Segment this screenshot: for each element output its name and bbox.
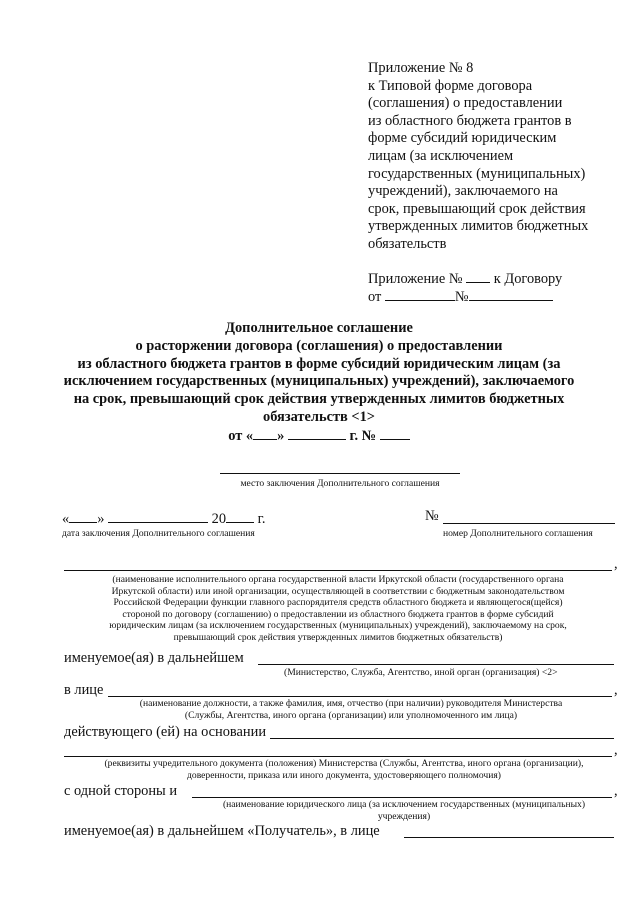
party2-name-line[interactable] <box>192 797 612 798</box>
party2-comma: , <box>614 783 618 799</box>
agreement-date: « » 20 г. <box>62 511 266 527</box>
appendix-header <box>368 60 588 254</box>
title-date-line: от « » г. № <box>0 427 638 446</box>
party1-caption: (наименование исполнительного органа государственной власти Иркутской области (государственного органа Иркутской области) или иной организации, осуществляющей в соответствии с бюджетным законодательством Российской Федерации функции главного распорядителя средств областного бюджета и являющегося(щейся) стороной по договору (соглашению) о предоставлении из областного бюджета грантов в форме субсидий юридическим лицам (за исключением государственных (муниципальных) учреждений), заключаемому на срок, превышающий срок действия утвержденных лимитов бюджетных обязательств) <box>109 574 567 643</box>
contract-date-blank[interactable] <box>385 288 455 301</box>
appendix-header-line: срок, превышающий срок действия <box>368 200 586 217</box>
title-line: исключением государственных (муниципальных) учреждений), заключаемого <box>63 373 575 390</box>
appendix-header-line: форме субсидий юридическим <box>368 130 557 147</box>
party1-basis-caption: (реквизиты учредительного документа (положения) Министерства (Службы, Агентства, иного органа (организации), доверенности, приказа или иного документа, удостоверяющего полномочия) <box>104 758 584 781</box>
party1-person-comma: , <box>614 682 618 698</box>
party1-name-line[interactable] <box>64 570 612 571</box>
title-line: обязательств <1> <box>263 408 375 425</box>
agreement-year-blank[interactable] <box>226 510 254 523</box>
contract-appendix-line2: от № <box>368 288 553 306</box>
agreement-day-blank[interactable] <box>69 510 97 523</box>
appendix-number-blank[interactable] <box>466 270 490 283</box>
place-caption: место заключения Дополнительного соглашения <box>240 478 440 489</box>
appendix-header-line: (соглашения) о предоставлении <box>368 95 563 112</box>
contract-number-blank[interactable] <box>469 288 553 301</box>
appendix-header-line: лицам (за исключением <box>368 147 514 164</box>
appendix-header-line: утвержденных лимитов бюджетных <box>368 218 589 235</box>
title-line: Дополнительное соглашение <box>225 320 413 336</box>
title-line: из областного бюджета грантов в форме субсидий юридическим лицам (за <box>77 355 561 372</box>
party2-name-caption: (наименование юридического лица (за исключением государственных (муниципальных) учреждения) <box>222 799 586 822</box>
agreement-number-line[interactable] <box>443 523 615 524</box>
appendix-header-line: Приложение № 8 <box>368 60 474 76</box>
party1-person-line[interactable] <box>108 696 612 697</box>
appendix-header-line: обязательств <box>368 235 447 252</box>
party1-basis-comma: , <box>614 742 618 758</box>
document-title <box>0 320 638 446</box>
date-caption: дата заключения Дополнительного соглашения <box>62 528 255 539</box>
title-line: о расторжении договора (соглашения) о предоставлении <box>135 337 503 354</box>
title-number-blank[interactable] <box>380 427 410 440</box>
appendix-header-line: к Типовой форме договора <box>368 77 533 94</box>
party2-one-side-label: с одной стороны и <box>64 783 178 799</box>
agreement-month-blank[interactable] <box>108 510 208 523</box>
party2-recipient-label: именуемое(ая) в дальнейшем «Получатель», в лице <box>64 823 380 839</box>
agreement-number-sign: № <box>425 508 439 524</box>
place-line[interactable] <box>220 473 460 474</box>
party1-person-label: в лице <box>64 682 104 698</box>
appendix-header-line: учреждений), заключаемого на <box>368 183 558 200</box>
party1-hereinafter-caption: (Министерство, Служба, Агентство, иной орган (организация) <2> <box>284 667 558 678</box>
number-caption: номер Дополнительного соглашения <box>443 528 593 539</box>
title-line: на срок, превышающий срок действия утвержденных лимитов бюджетных <box>73 391 565 408</box>
title-month-blank[interactable] <box>288 427 346 440</box>
party1-basis-line1[interactable] <box>270 738 614 739</box>
party1-hereinafter-line[interactable] <box>258 664 614 665</box>
title-day-blank[interactable] <box>253 427 277 440</box>
party1-hereinafter-label: именуемое(ая) в дальнейшем <box>64 650 244 666</box>
contract-appendix-line1: Приложение № к Договору <box>368 271 563 287</box>
appendix-header-line: государственных (муниципальных) <box>368 165 586 182</box>
party1-comma: , <box>614 556 618 572</box>
appendix-header-line: из областного бюджета грантов в <box>368 112 572 129</box>
party2-recipient-line[interactable] <box>404 837 614 838</box>
party1-person-caption: (наименование должности, а также фамилия, имя, отчество (при наличии) руководителя Министерства (Службы, Агентства, иного органа (организации) или уполномоченного им лица) <box>139 698 563 721</box>
party1-basis-line2[interactable] <box>64 756 612 757</box>
party1-basis-label: действующего (ей) на основании <box>64 724 267 740</box>
